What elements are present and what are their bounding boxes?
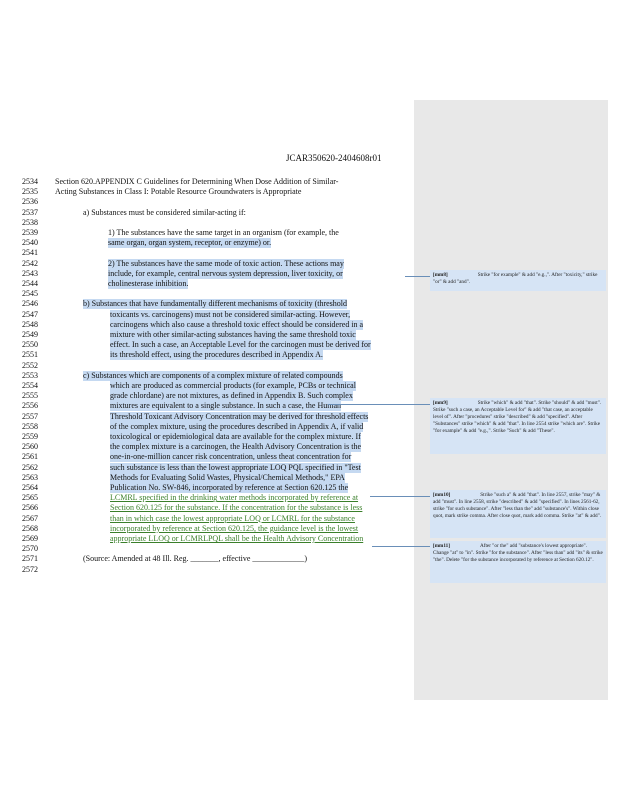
document-line: grade chlordane) are not mixtures, as defined in Appendix B. Such complex [110,391,353,401]
line-number: 2541 [22,248,38,258]
document-line: the complex mixture is a carcinogen, the Health Advisory Concentration is the [110,442,362,452]
comment-text: Strike "which" & add "that". Strike "should" & add "must". Strike "such a case, an Acceptable Level for" & add "that case, an acceptable level of". After "procedures" strike "described" & add "specified". After "Substances" strike "which" & add "that". In line 2554 strike "which are". Strike "for example" & add "e.g.,". Strike "Such" & add "These". [433,400,602,434]
document-line: b) Substances that have fundamentally different mechanisms of toxicity (threshold [83,299,348,309]
comment-balloon[interactable] [430,270,606,291]
document-line: such substance is less than the lowest appropriate LOQ PQL specified in "Test [110,462,361,472]
comment-text: Strike "for example" & add "e.g.,". After "toxicity," strike "or" & add "and". [433,272,598,285]
line-number: 2554 [22,381,38,390]
line-number: 2557 [22,411,38,421]
document-line: Acting Substances in Class I: Potable Resource Groundwaters is Appropriate [55,187,302,197]
comment-balloon[interactable] [430,541,606,583]
comment-leader-line [372,546,430,547]
comment-author: [mm10] [433,492,451,498]
line-number: 2545 [22,289,38,299]
line-number: 2542 [22,258,38,268]
comment-author: [mm9] [433,400,448,406]
comment-author: [mm8] [433,272,448,278]
line-number: 2570 [22,544,38,554]
line-number: 2549 [22,330,38,339]
line-number: 2569 [22,534,38,543]
line-number: 2535 [22,187,38,197]
comment-text: After "or the" add "substance's lowest appropriate". Change "at" to "in". Strike "for the substance". After "less than" add "its" & strike "the". Delete "for the substance incorporated by reference at Section 620.12". [433,543,603,563]
line-number: 2553 [22,370,38,380]
document-line: 1) The substances have the same target in an organism (for example, the [108,228,339,237]
line-number: 2539 [22,228,38,237]
line-number: 2537 [22,207,38,217]
line-number: 2536 [22,197,38,207]
line-number: 2544 [22,279,38,288]
comment-author: [mm11] [433,543,450,549]
line-number: 2550 [22,340,38,350]
document-line: which are produced as commercial products (for example, PCBs or technical [110,381,356,390]
document-line: c) Substances which are components of a complex mixture of related compounds [83,370,343,380]
line-number: 2568 [22,523,38,533]
comment-balloon[interactable] [430,398,606,454]
line-number: 2556 [22,401,38,411]
document-line: Publication No. SW-846, incorporated by reference at Section 620.125 the [110,483,349,492]
line-number: 2555 [22,391,38,401]
line-number: 2560 [22,442,38,452]
line-number: 2559 [22,432,38,441]
document-line: cholinesterase inhibition. [108,279,189,288]
line-number: 2543 [22,268,38,278]
line-number: 2534 [22,177,38,186]
line-number: 2563 [22,472,38,482]
document-line: Threshold Toxicant Advisory Concentration may be derived for threshold effects [110,411,369,421]
document-line: appropriate LLOQ or LCMRLPQL shall be the Health Advisory Concentration [110,534,364,543]
document-line: incorporated by reference at Section 620.125, the guidance level is the lowest [110,523,359,533]
line-number: 2562 [22,462,38,472]
line-number: 2548 [22,319,38,329]
document-line: Section 620.APPENDIX C Guidelines for Determining When Dose Addition of Similar- [55,177,339,186]
line-number: 2572 [22,564,38,574]
document-line: mixtures are equivalent to a single substance. In such a case, the Human [110,401,342,411]
comment-text: Strike "such a" & add "that". In line 2557, strike "may" & add "must". In line 2558, strike "described" & add "specified". In lines 2561-62, strike "for such substance". After "less than the" add "substance's". Within close quot, mark strike comma. After close quot, mark add comma. Strike "at" & add". [433,492,601,519]
document-line: Section 620.125 for the substance. If the concentration for the substance is less [110,503,363,513]
document-line: effect. In such a case, an Acceptable Level for the carcinogen must be derived for [110,340,371,350]
document-id: JCAR350620-2404608r01 [286,153,382,163]
document-line: include, for example, central nervous system depression, liver toxicity, or [108,268,343,278]
line-number: 2551 [22,350,38,360]
document-line: LCMRL specified in the drinking water methods incorporated by reference at [110,493,359,503]
document-line: carcinogens which also cause a threshold toxic effect should be considered in a [110,319,364,329]
comment-leader-line [328,404,430,405]
line-number: 2567 [22,513,38,523]
line-number: 2561 [22,452,38,462]
document-line: toxicological or epidemiological data are available for the complex mixture. If [110,432,361,441]
document-line: (Source: Amended at 48 Ill. Reg. _______, effective _____________) [83,554,308,564]
document-line: mixture with other similar-acting substances having the same threshold toxic [110,330,356,339]
comment-balloon[interactable] [430,490,606,538]
document-line: 2) The substances have the same mode of toxic action. These actions may [108,258,344,268]
line-number: 2546 [22,299,38,309]
document-line: of the complex mixture, using the procedures described in Appendix A, if valid [110,421,364,431]
line-number: 2565 [22,493,38,503]
document-line: toxicants vs. carcinogens) must not be considered similar-acting. However, [110,309,351,319]
document-line: Methods for Evaluating Solid Wastes, Physical/Chemical Methods," EPA [110,472,345,482]
line-number: 2547 [22,309,38,319]
line-number: 2558 [22,421,38,431]
document-line: one-in-one-million cancer risk concentration, unless theat concentration for [110,452,352,462]
line-number: 2566 [22,503,38,513]
document-line: same organ, organ system, receptor, or enzyme) or. [108,238,272,248]
line-number: 2538 [22,217,38,227]
comment-leader-line [405,276,430,277]
line-number: 2540 [22,238,38,248]
line-number: 2552 [22,360,38,370]
line-number: 2564 [22,483,38,492]
line-number: 2571 [22,554,38,564]
comment-leader-line [370,496,430,497]
document-line: a) Substances must be considered similar-acting if: [83,207,246,217]
document-line: its threshold effect, using the procedures described in Appendix A. [110,350,323,360]
document-line: than in which case the lowest appropriate LOQ or LCMRL for the substance [110,513,355,523]
